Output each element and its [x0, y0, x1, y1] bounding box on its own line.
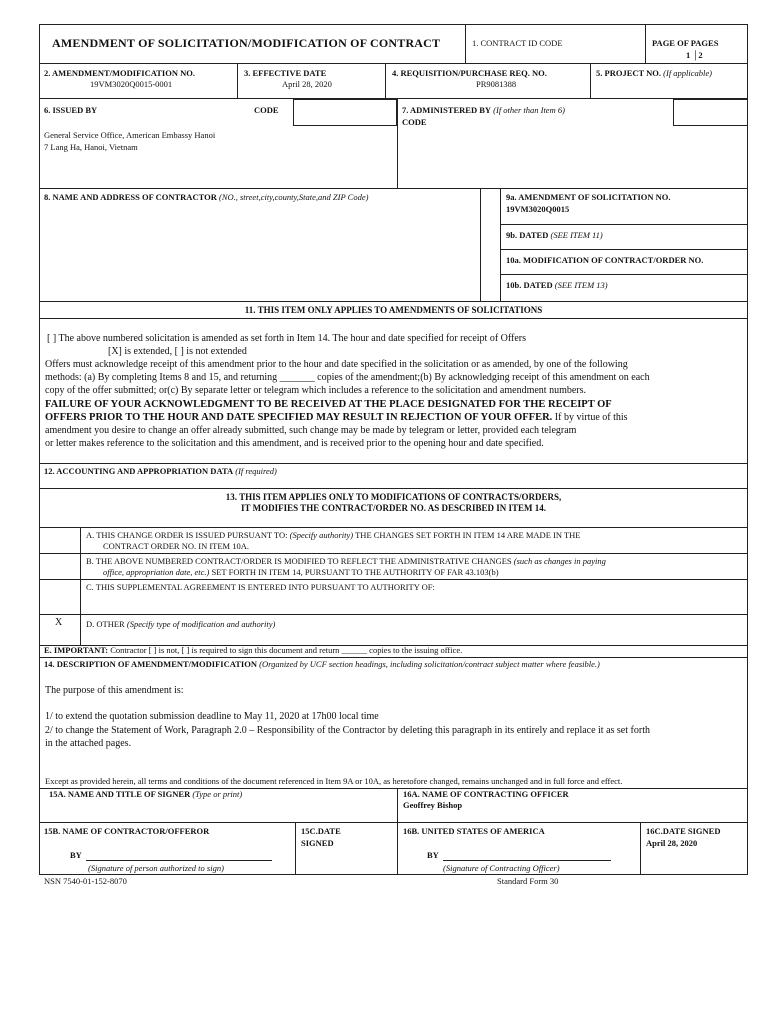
- effective-date-value: April 28, 2020: [282, 79, 332, 89]
- item11-line3: Offers must acknowledge receipt of this amendment prior to the hour and date specified in the solicitation or as amended, by one of the following: [45, 359, 628, 370]
- item16c-value: April 28, 2020: [646, 838, 698, 848]
- item13-header1: 13. THIS ITEM APPLIES ONLY TO MODIFICATIONS OF CONTRACTS/ORDERS,: [225, 492, 562, 502]
- issued-by-code-label: CODE: [254, 105, 279, 115]
- item14-line2: 2/ to change the Statement of Work, Paragraph 2.0 – Responsibility of the Contractor by deleting this paragraph in its entirely and replace it as set forth: [45, 725, 650, 736]
- item15b-label: 15B. NAME OF CONTRACTOR/OFFEROR: [44, 826, 210, 836]
- item14-label: 14. DESCRIPTION OF AMENDMENT/MODIFICATION (Organized by UCF section headings, including solicitation/contract subject matter where feasible.): [44, 659, 600, 669]
- officer-signature-caption: (Signature of Contracting Officer): [443, 863, 560, 873]
- contractor-signature-line[interactable]: [86, 860, 272, 861]
- item13d-mark[interactable]: X: [55, 617, 63, 628]
- item11-warning2: OFFERS PRIOR TO THE HOUR AND DATE SPECIFIED MAY RESULT IN REJECTION OF YOUR OFFER. If by virtue of this: [45, 412, 628, 423]
- administered-code-label: CODE: [402, 117, 427, 127]
- item11-header: 11. THIS ITEM ONLY APPLIES TO AMENDMENTS OF SOLICITATIONS: [244, 305, 543, 315]
- item11-line1: [ ] The above numbered solicitation is amended as set forth in Item 14. The hour and date specified for receipt of Offers: [47, 333, 527, 344]
- item11-line7: or letter makes reference to the solicitation and this amendment, and is received prior to the opening hour and date specified.: [45, 438, 544, 449]
- contract-id-label: 1. CONTRACT ID CODE: [472, 38, 563, 48]
- item13c-line: C. THIS SUPPLEMENTAL AGREEMENT IS ENTERED INTO PURSUANT TO AUTHORITY OF:: [86, 582, 435, 592]
- officer-by-label: BY: [427, 850, 439, 860]
- item10a-label: 10a. MODIFICATION OF CONTRACT/ORDER NO.: [506, 255, 704, 265]
- item16a-value: Geoffrey Bishop: [403, 800, 463, 810]
- item13-header2: IT MODIFIES THE CONTRACT/ORDER NO. AS DESCRIBED IN ITEM 14.: [241, 503, 546, 513]
- amendment-no-label: 2. AMENDMENT/MODIFICATION NO.: [44, 68, 195, 78]
- item11-line6: amendment you desire to change an offer already submitted, such change may be made by telegram or letter, provided each telegram: [45, 425, 577, 436]
- contractor-by-label: BY: [70, 850, 82, 860]
- nsn-number: NSN 7540-01-152-8070: [44, 876, 127, 886]
- item11-warning1: FAILURE OF YOUR ACKNOWLEDGMENT TO BE RECEIVED AT THE PLACE DESIGNATED FOR THE RECEIPT OF: [45, 399, 612, 410]
- item13a-line1: A. THIS CHANGE ORDER IS ISSUED PURSUANT TO: (Specify authority) THE CHANGES SET FORTH IN ITEM 14 ARE MADE IN THE: [86, 530, 581, 540]
- item15a-label: 15A. NAME AND TITLE OF SIGNER (Type or print): [49, 789, 243, 799]
- officer-signature-line[interactable]: [443, 860, 611, 861]
- standard-form-label: Standard Form 30: [497, 876, 559, 886]
- item9a-value: 19VM3020Q0015: [506, 204, 570, 214]
- requisition-label: 4. REQUISITION/PURCHASE REQ. NO.: [392, 68, 547, 78]
- item9a-label: 9a. AMENDMENT OF SOLICITATION NO.: [506, 192, 671, 202]
- item16a-label: 16A. NAME OF CONTRACTING OFFICER: [403, 789, 569, 799]
- item14-line3: in the attached pages.: [45, 738, 132, 749]
- item12-label: 12. ACCOUNTING AND APPROPRIATION DATA (If required): [44, 466, 277, 476]
- item9b-label: 9b. DATED (SEE ITEM 11): [506, 230, 603, 240]
- amendment-no-value: 19VM3020Q0015-0001: [90, 79, 173, 89]
- item13b-line2: office, appropriation date, etc.) SET FORTH IN ITEM 14, PURSUANT TO THE AUTHORITY OF FAR 43.103(b): [103, 567, 499, 577]
- page-value: 1 │2: [686, 50, 703, 60]
- item10b-label: 10b. DATED (SEE ITEM 13): [506, 280, 608, 290]
- issued-by-code-box[interactable]: [293, 99, 397, 126]
- issued-by-line1: General Service Office, American Embassy Hanoi: [44, 130, 216, 140]
- item11-line2: [X] is extended, [ ] is not extended: [108, 346, 247, 357]
- contractor-signature-caption: (Signature of person authorized to sign): [88, 863, 224, 873]
- item13a-line2: CONTRACT ORDER NO. IN ITEM 10A.: [103, 541, 249, 551]
- item16c-label: 16C.DATE SIGNED: [646, 826, 721, 836]
- item15c-label: 15C.DATE: [301, 826, 341, 836]
- administered-label: 7. ADMINISTERED BY (If other than Item 6): [402, 105, 565, 115]
- item13b-line1: B. THE ABOVE NUMBERED CONTRACT/ORDER IS MODIFIED TO REFLECT THE ADMINISTRATIVE CHANGES (such as changes in paying: [86, 556, 606, 566]
- item15c-label2: SIGNED: [301, 838, 334, 848]
- item11-line4: methods: (a) By completing Items 8 and 15, and returning _______ copies of the amendment;(b) By acknowledging receipt of this amendment on each: [45, 372, 650, 383]
- form-title: AMENDMENT OF SOLICITATION/MODIFICATION OF CONTRACT: [52, 36, 441, 50]
- page-label: PAGE OF PAGES: [652, 38, 719, 48]
- item14-purpose: The purpose of this amendment is:: [45, 685, 184, 696]
- item14-line1: 1/ to extend the quotation submission deadline to May 11, 2020 at 17h00 local time: [45, 711, 379, 722]
- item16b-label: 16B. UNITED STATES OF AMERICA: [403, 826, 545, 836]
- effective-date-label: 3. EFFECTIVE DATE: [244, 68, 327, 78]
- project-label: 5. PROJECT NO. (If applicable): [596, 68, 713, 78]
- except-text: Except as provided herein, all terms and conditions of the document referenced in Item 9A or 10A, as heretofore changed, remains unchanged and in full force and effect.: [45, 776, 623, 786]
- issued-by-label: 6. ISSUED BY: [44, 105, 98, 115]
- requisition-value: PR9081388: [476, 79, 517, 89]
- administered-code-box[interactable]: [673, 99, 748, 126]
- item13d-line: D. OTHER (Specify type of modification and authority): [86, 619, 276, 629]
- issued-by-line2: 7 Lang Ha, Hanoi, Vietnam: [44, 142, 138, 152]
- contractor-label: 8. NAME AND ADDRESS OF CONTRACTOR (NO., street,city,county,State,and ZIP Code): [44, 192, 369, 202]
- item11-line5: copy of the offer submitted; or(c) By separate letter or telegram which includes a reference to the solicitation and amendment numbers.: [45, 385, 587, 396]
- item-e-important: E. IMPORTANT: Contractor [ ] is not, [ ] is required to sign this document and return ______ copies to the issuing office.: [44, 645, 463, 655]
